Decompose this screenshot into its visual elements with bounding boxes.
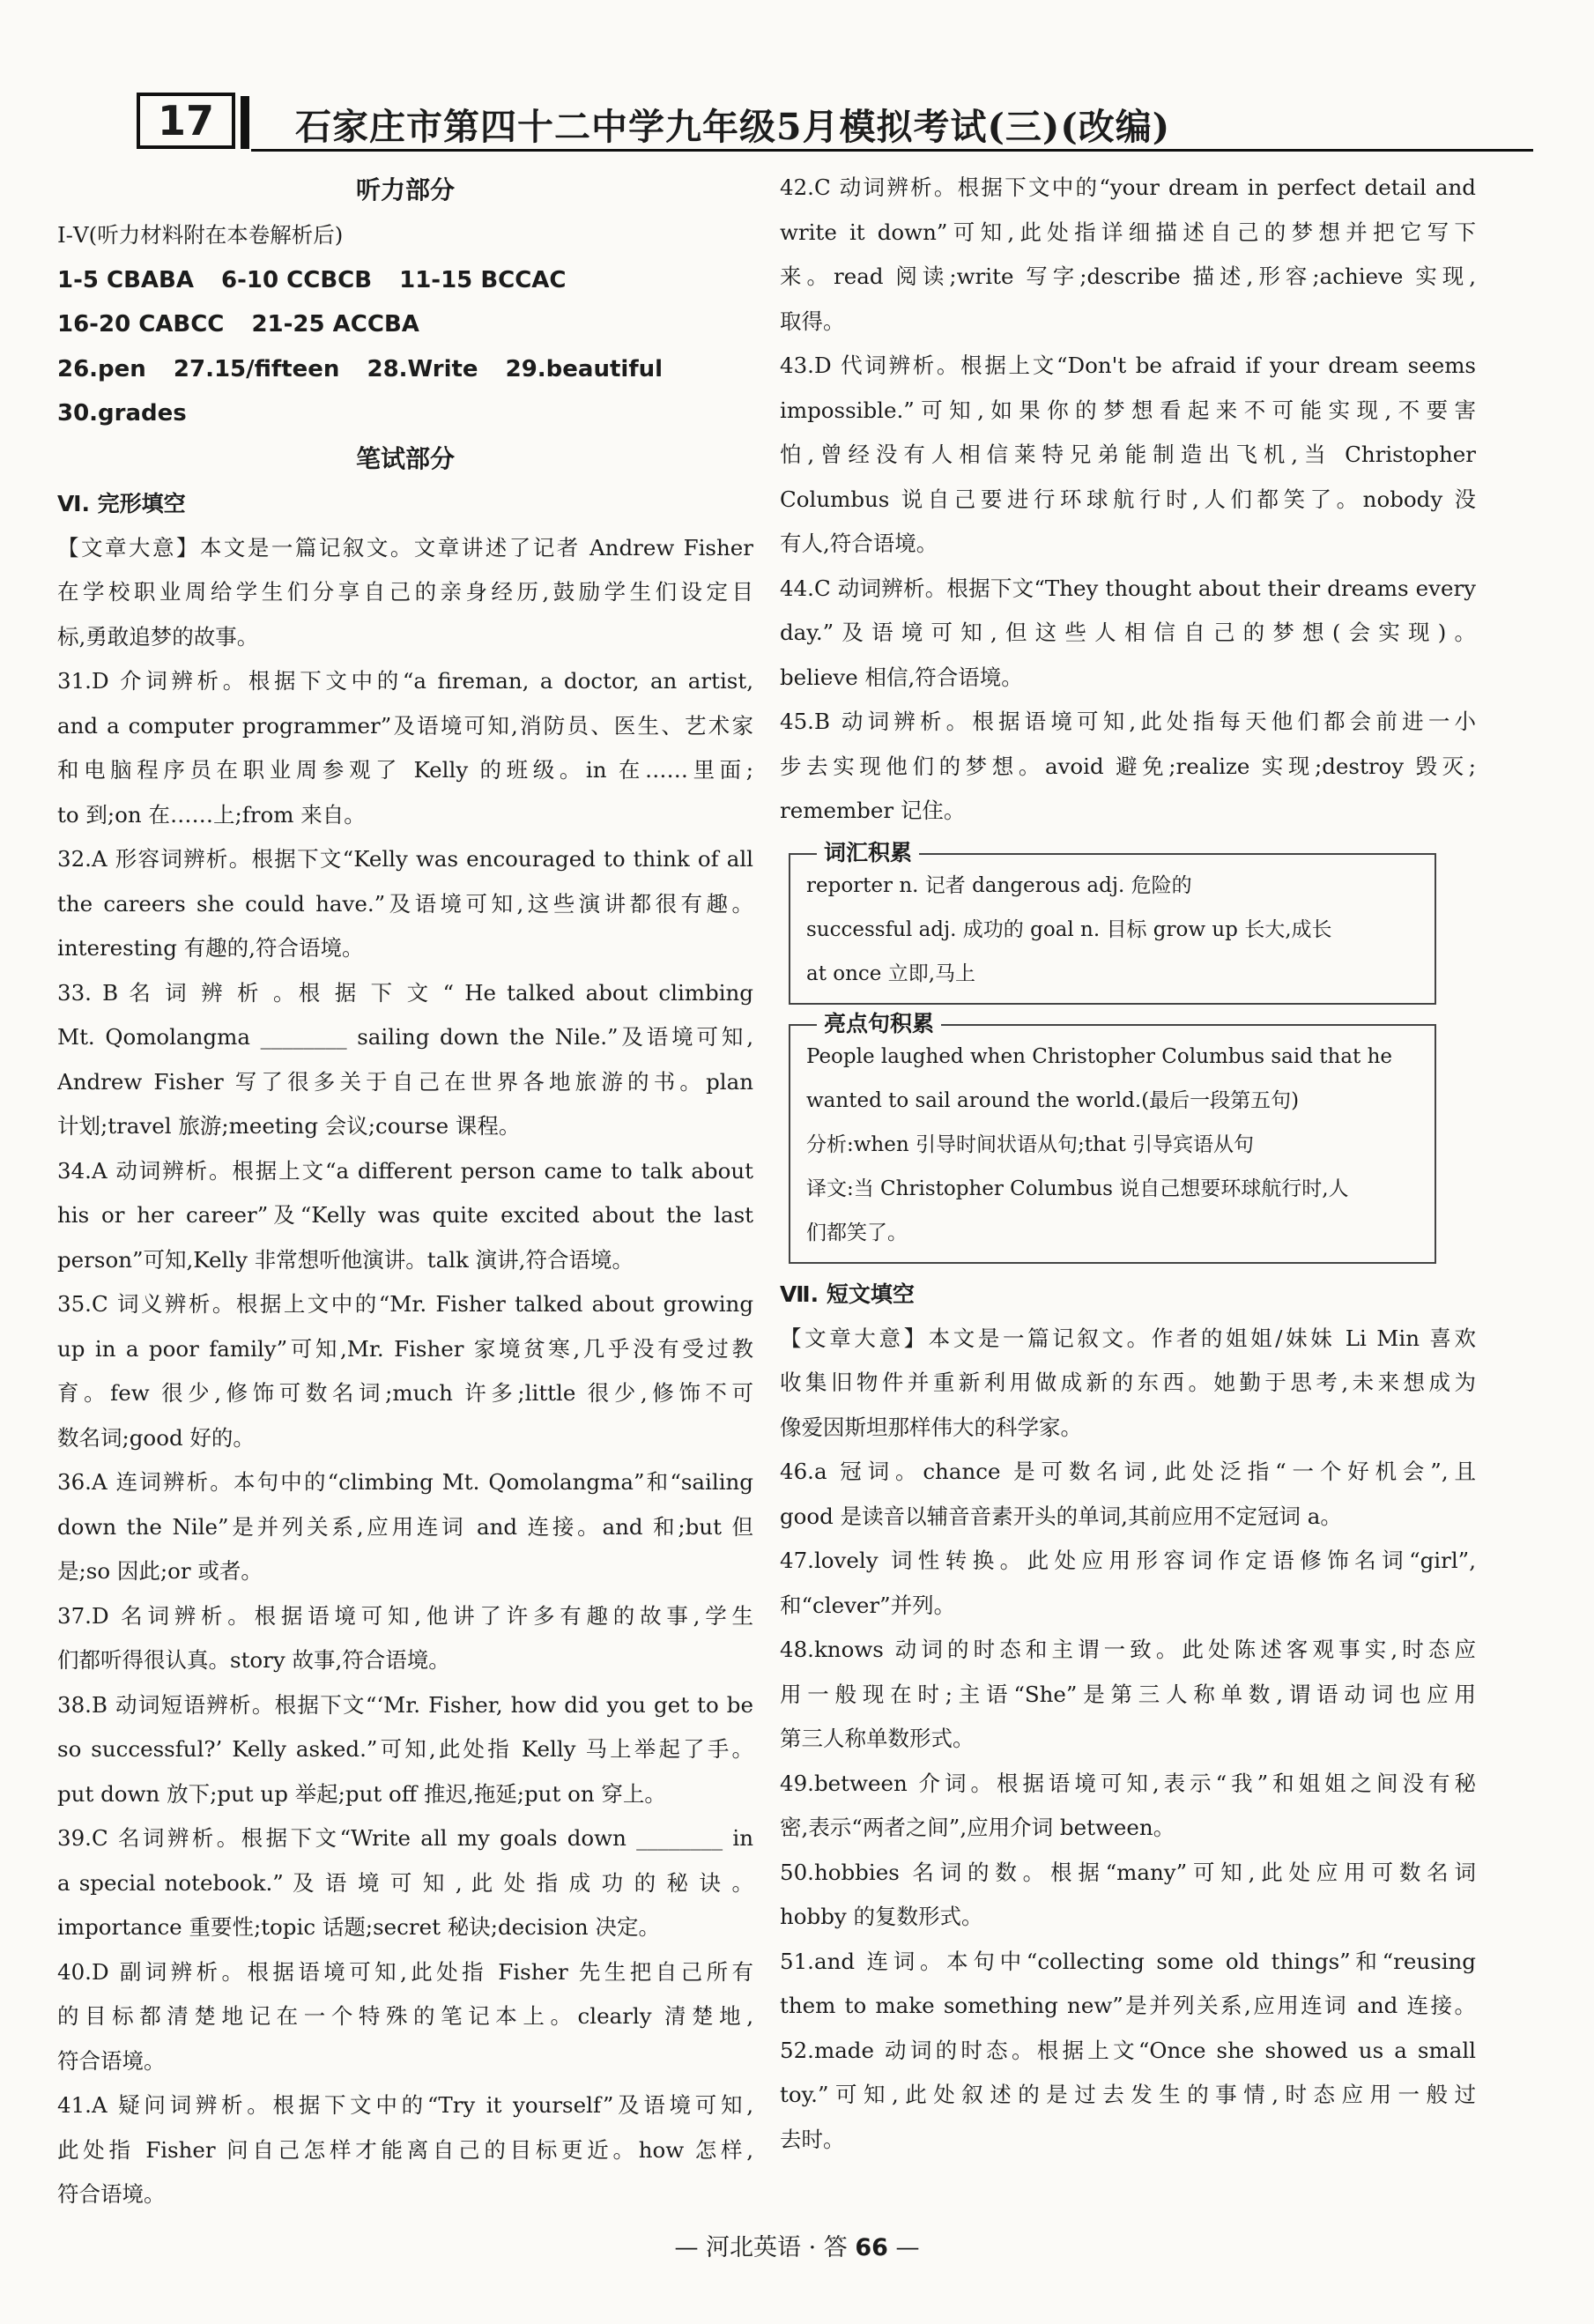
text-line: 50.hobbies 名词的数。根据“many”可知,此处应用可数名词 xyxy=(780,1859,1476,1885)
text-line: 密,表示“两者之间”,应用介词 between。 xyxy=(780,1815,1175,1840)
box-line: wanted to sail around the world.(最后一段第五句) xyxy=(806,1088,1300,1112)
text-line: up in a poor family”可知,Mr. Fisher 家境贫寒,几乎没有受过教 xyxy=(57,1335,753,1362)
text-line: day.”及语境可知,但这些人相信自己的梦想(会实现)。 xyxy=(780,620,1476,645)
vocab-box xyxy=(789,839,1436,1005)
sentence-box xyxy=(789,1010,1436,1264)
answer-row xyxy=(57,347,753,392)
text-line: 45.B 动词辨析。根据语境可知,此处指每天他们都会前进一小 xyxy=(780,709,1476,734)
right-explanations-a xyxy=(780,166,1476,834)
text-line: 符合语境。 xyxy=(57,2181,166,2207)
answer-group: 30.grades xyxy=(57,400,187,427)
text-line: 用一般现在时;主语“She”是第三人称单数,谓语动词也应用 xyxy=(780,1681,1476,1707)
text-line: 42.C 动词辨析。根据下文中的“your dream in perfect detail and xyxy=(780,174,1476,200)
right-column xyxy=(780,166,1476,2162)
box-line: 们都笑了。 xyxy=(806,1221,908,1244)
text-line: 49.between 介词。根据语境可知,表示“我”和姐姐之间没有秘 xyxy=(780,1770,1476,1796)
text-line: 数名词;good 好的。 xyxy=(57,1424,255,1451)
left-column xyxy=(57,167,753,2217)
box-line: successful adj. 成功的 goal n. 目标 grow up 长大,成长 xyxy=(806,917,1332,941)
text-line: 怕,曾经没有人相信莱特兄弟能制造出飞机,当 Christopher xyxy=(780,442,1476,467)
text-line: believe 相信,符合语境。 xyxy=(780,664,1023,690)
answer-group: 26.pen xyxy=(57,355,146,382)
written-title: 笔试部分 xyxy=(355,443,455,473)
text-line: 来。read 阅读;write 写字;describe 描述,形容;achieve 实现, xyxy=(780,264,1476,289)
answer-group: 28.Write xyxy=(367,355,478,382)
text-line: 收集旧物件并重新利用做成新的东西。她勤于思考,未来想成为 xyxy=(780,1370,1476,1395)
page-number: 66 xyxy=(855,2234,888,2261)
text-line: 第三人称单数形式。 xyxy=(780,1726,975,1751)
text-line: Mt. Qomolangma ________ sailing down the Nile.”及语境可知, xyxy=(57,1024,753,1050)
text-line: person”可知,Kelly 非常想听他演讲。talk 演讲,符合语境。 xyxy=(57,1246,634,1273)
text-line: 34.A 动词辨析。根据上文“a different person came to talk about xyxy=(57,1157,753,1184)
text-line: 38.B 动词短语辨析。根据下文“‘Mr. Fisher, how did you get to be xyxy=(57,1691,753,1718)
box-line: at once 立即,马上 xyxy=(806,962,976,985)
answer-group: 11-15 BCCAC xyxy=(399,266,567,293)
header-bar xyxy=(241,96,249,149)
left-explanations xyxy=(57,482,753,2217)
text-line: Ⅵ. 完形填空 xyxy=(57,490,186,516)
footer-suffix: — xyxy=(887,2234,920,2261)
text-line: Andrew Fisher 写了很多关于自己在世界各地旅游的书。plan xyxy=(57,1068,753,1095)
text-line: good 是读音以辅音音素开头的单词,其前应用不定冠词 a。 xyxy=(780,1503,1342,1529)
text-line: 计划;travel 旅游;meeting 会议;course 课程。 xyxy=(57,1113,521,1139)
text-line: 和“clever”并列。 xyxy=(780,1592,956,1618)
text-line: put down 放下;put up 举起;put off 推迟,拖延;put on 穿上。 xyxy=(57,1780,666,1807)
text-line: remember 记住。 xyxy=(780,798,966,823)
text-line: 在学校职业周给学生们分享自己的亲身经历,鼓励学生们设定目 xyxy=(57,579,753,605)
text-line: 【文章大意】本文是一篇记叙文。文章讲述了记者 Andrew Fisher xyxy=(57,534,753,561)
box-line: People laughed when Christopher Columbus said that he xyxy=(806,1044,1393,1068)
text-line: 35.C 词义辨析。根据上文中的“Mr. Fisher talked about growing xyxy=(57,1291,753,1317)
text-line: interesting 有趣的,符合语境。 xyxy=(57,935,364,961)
text-line: 33. B 名 词 辨 析 。根 据 下 文 “ He talked about climbing xyxy=(57,979,753,1006)
text-line: 符合语境。 xyxy=(57,2047,166,2074)
text-line: and a computer programmer”及语境可知,消防员、医生、艺术家 xyxy=(57,712,753,739)
text-line: 取得。 xyxy=(780,308,845,334)
text-line: 47.lovely 词性转换。此处应用形容词作定语修饰名词“girl”, xyxy=(780,1548,1476,1573)
text-line: 52.made 动词的时态。根据上文“Once she showed us a small xyxy=(780,2037,1476,2063)
text-line: 的目标都清楚地记在一个特殊的笔记本上。clearly 清楚地, xyxy=(57,2003,753,2029)
answer-group: 6-10 CCBCB xyxy=(221,266,373,293)
answer-row xyxy=(57,391,753,436)
text-line: 44.C 动词辨析。根据下文“They thought about their dreams every xyxy=(780,575,1476,601)
text-line: impossible.”可知,如果你的梦想看起来不可能实现,不要害 xyxy=(780,397,1476,423)
text-line: 是;so 因此;or 或者。 xyxy=(57,1558,263,1584)
answer-group: 16-20 CABCC xyxy=(57,311,225,338)
right-explanations-b xyxy=(780,1273,1476,2163)
text-line: 40.D 副词辨析。根据语境可知,此处指 Fisher 先生把自己所有 xyxy=(57,1958,753,1985)
text-line: 39.C 名词辨析。根据下文“Write all my goals down ________ in xyxy=(57,1825,753,1851)
text-line: 有人,符合语境。 xyxy=(780,531,938,556)
text-line: Columbus 说自己要进行环球航行时,人们都笑了。nobody 没 xyxy=(780,486,1476,512)
text-line: toy.”可知,此处叙述的是过去发生的事情,时态应用一般过 xyxy=(780,2082,1476,2107)
answer-row xyxy=(57,258,753,303)
text-line: 32.A 形容词辨析。根据下文“Kelly was encouraged to think of all xyxy=(57,846,753,872)
listening-title: 听力部分 xyxy=(355,175,455,204)
text-line: 51.and 连词。本句中“collecting some old things”和“reusing xyxy=(780,1948,1476,1974)
footer-prefix: — 河北英语 · 答 xyxy=(674,2234,856,2261)
text-line: the careers she could have.”及语境可知,这些演讲都很有趣。 xyxy=(57,890,753,917)
text-line: 标,勇敢追梦的故事。 xyxy=(57,623,259,650)
box-line: 译文:当 Christopher Columbus 说自己想要环球航行时,人 xyxy=(806,1177,1349,1200)
text-line: 【文章大意】本文是一篇记叙文。作者的姐姐/妹妹 Li Min 喜欢 xyxy=(780,1325,1476,1351)
text-line: 48.knows 动词的时态和主谓一致。此处陈述客观事实,时态应 xyxy=(780,1637,1476,1662)
text-line: 和电脑程序员在职业周参观了 Kelly 的班级。in 在……里面; xyxy=(57,757,753,783)
answer-group: 27.15/fifteen xyxy=(173,355,340,382)
text-line: hobby 的复数形式。 xyxy=(780,1904,983,1929)
text-line: 31.D 介词辨析。根据下文中的“a fireman, a doctor, an artist, xyxy=(57,668,753,694)
page-header xyxy=(137,93,1397,154)
page-title: 石家庄市第四十二中学九年级5月模拟考试(三)(改编) xyxy=(295,106,1171,148)
page-footer xyxy=(0,2228,1594,2262)
text-line: importance 重要性;topic 话题;secret 秘诀;decision 决定。 xyxy=(57,1914,660,1940)
answer-row xyxy=(57,302,753,347)
box-line: reporter n. 记者 dangerous adj. 危险的 xyxy=(806,873,1192,897)
text-line: his or her career”及“Kelly was quite excited about the last xyxy=(57,1202,753,1228)
listening-note: Ⅰ-Ⅴ(听力材料附在本卷解析后) xyxy=(57,222,344,248)
text-line: write it down”可知,此处指详细描述自己的梦想并把它写下 xyxy=(780,219,1476,245)
text-line: 37.D 名词辨析。根据语境可知,他讲了许多有趣的故事,学生 xyxy=(57,1602,753,1629)
test-number: 17 xyxy=(137,93,235,149)
text-line: 们都听得很认真。story 故事,符合语境。 xyxy=(57,1647,450,1673)
answer-group: 29.beautiful xyxy=(505,355,664,382)
text-line: them to make something new”是并列关系,应用连词 and 连接。 xyxy=(780,1993,1476,2018)
text-line: 36.A 连词辨析。本句中的“climbing Mt. Qomolangma”和“sailing xyxy=(57,1469,753,1495)
header-rule xyxy=(251,149,1533,152)
text-line: 43.D 代词辨析。根据上文“Don't be afraid if your dream seems xyxy=(780,353,1476,378)
text-line: 育。few 很少,修饰可数名词;much 许多;little 很少,修饰不可 xyxy=(57,1380,753,1406)
text-line: 46.a 冠词。chance 是可数名词,此处泛指“一个好机会”,且 xyxy=(780,1459,1476,1484)
box-line: 分析:when 引导时间状语从句;that 引导宾语从句 xyxy=(806,1132,1255,1156)
text-line: so successful?’ Kelly asked.”可知,此处指 Kelly 马上举起了手。 xyxy=(57,1736,753,1762)
answer-group: 21-25 ACCBA xyxy=(251,311,419,338)
text-line: 像爱因斯坦那样伟大的科学家。 xyxy=(780,1414,1082,1440)
text-line: a special notebook.” 及 语 境 可 知 , 此 处 指 成 功 的 秘 诀 。 xyxy=(57,1869,753,1896)
text-line: 去时。 xyxy=(780,2126,845,2152)
text-line: Ⅶ. 短文填空 xyxy=(780,1281,915,1307)
text-line: 41.A 疑问词辨析。根据下文中的“Try it yourself”及语境可知, xyxy=(57,2092,753,2118)
vocab-box-title: 词汇积累 xyxy=(817,839,919,867)
sentence-box-title: 亮点句积累 xyxy=(817,1010,941,1038)
text-line: 步去实现他们的梦想。avoid 避免;realize 实现;destroy 毁灭; xyxy=(780,753,1476,779)
text-line: to 到;on 在……上;from 来自。 xyxy=(57,801,366,828)
answer-group: 1-5 CBABA xyxy=(57,266,194,293)
text-line: down the Nile”是并列关系,应用连词 and 连接。and 和;but 但 xyxy=(57,1513,753,1540)
text-line: 此处指 Fisher 问自己怎样才能离自己的目标更近。how 怎样, xyxy=(57,2136,753,2163)
